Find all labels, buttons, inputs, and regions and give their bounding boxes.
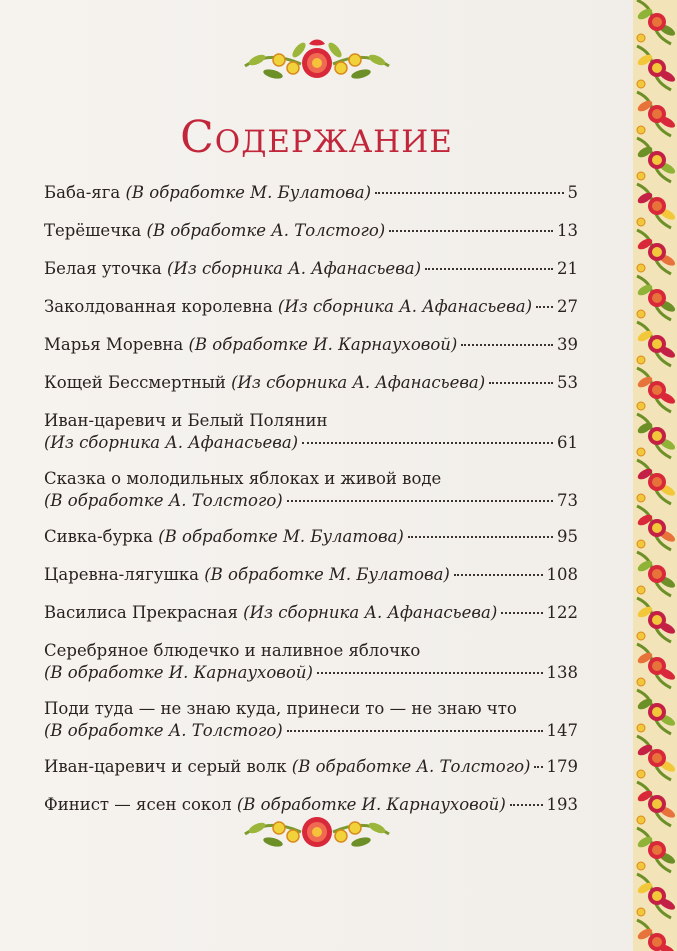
toc-page-number: 61 (557, 433, 578, 452)
toc-entry-line (44, 662, 578, 684)
toc-entry (44, 564, 578, 586)
toc-entry-line (44, 756, 578, 778)
toc-entry-title: Сказка о молодильных яблоках и живой воде (44, 469, 442, 488)
toc-page-number: 13 (557, 221, 578, 240)
toc-entry (44, 640, 578, 684)
toc-entry-title: Царевна-лягушка (44, 565, 199, 584)
toc-entry-line (44, 258, 578, 280)
toc-entry-line (44, 296, 578, 318)
toc-entry (44, 526, 578, 548)
toc-entry-title: Терёшечка (44, 221, 142, 240)
toc-entry-line (44, 220, 578, 242)
dot-leader (302, 442, 553, 444)
toc-entry-title: Поди туда — не знаю куда, принеси то — не знаю что (44, 699, 517, 718)
toc-entry-line (44, 432, 578, 454)
dot-leader (501, 612, 542, 614)
toc-entry (44, 698, 578, 742)
toc-entry-line (44, 526, 578, 548)
toc-entry (44, 296, 578, 318)
floral-ornament-icon (243, 808, 391, 860)
floral-ornament-icon (243, 36, 391, 88)
toc-entry-line (44, 720, 578, 742)
toc-page-number: 108 (546, 565, 578, 584)
toc-page-number: 122 (546, 603, 578, 622)
toc-entry-source: (В обработке А. Толстого) (44, 721, 283, 740)
toc-page-number: 39 (557, 335, 578, 354)
toc-entry (44, 468, 578, 512)
toc-entry-title: Иван-царевич и Белый Полянин (44, 411, 328, 430)
toc-entry-title: Баба-яга (44, 183, 121, 202)
toc-entry-line (44, 182, 578, 204)
toc-page-number: 27 (557, 297, 578, 316)
toc-entry-source: (Из сборника А. Афанасьева) (243, 603, 498, 622)
toc-entry-title: Иван-царевич и серый волк (44, 757, 287, 776)
toc-page-number: 73 (557, 491, 578, 510)
toc-entry (44, 334, 578, 356)
toc-entry-source: (В обработке М. Булатова) (125, 183, 372, 202)
toc-entry-title: Сивка-бурка (44, 527, 153, 546)
toc-entry-title: Финист — ясен сокол (44, 795, 232, 814)
dot-leader (536, 306, 553, 308)
toc-page-number: 5 (567, 183, 578, 202)
toc-entry-source: (Из сборника А. Афанасьева) (277, 297, 533, 316)
toc-entry-source: (В обработке М. Булатова) (158, 527, 404, 546)
toc-entry (44, 756, 578, 778)
dot-leader (534, 766, 542, 768)
dot-leader (510, 804, 543, 806)
table-of-contents (44, 182, 578, 832)
toc-entry-line (44, 602, 578, 624)
toc-page-number: 21 (557, 259, 578, 278)
dot-leader (425, 268, 553, 270)
toc-entry (44, 410, 578, 454)
toc-entry-source: (В обработке И. Карнауховой) (188, 335, 458, 354)
toc-page-number: 193 (546, 795, 578, 814)
toc-entry-source: (Из сборника А. Афанасьева) (44, 433, 299, 452)
toc-entry-title: Марья Моревна (44, 335, 184, 354)
toc-entry-line (44, 372, 578, 394)
toc-entry-line (44, 490, 578, 512)
toc-entry-source: (В обработке М. Булатова) (204, 565, 450, 584)
toc-entry (44, 602, 578, 624)
toc-entry-source: (В обработке А. Толстого) (44, 491, 283, 510)
toc-entry-source: (В обработке И. Карнауховой) (236, 795, 506, 814)
dot-leader (287, 730, 543, 732)
toc-entry-line (44, 564, 578, 586)
toc-entry-source: (В обработке А. Толстого) (146, 221, 386, 240)
dot-leader (408, 536, 553, 538)
toc-entry-title: Заколдованная королевна (44, 297, 273, 316)
toc-page-number: 138 (546, 663, 578, 682)
toc-page-number: 53 (557, 373, 578, 392)
toc-entry-source: (В обработке И. Карнауховой) (44, 663, 313, 682)
toc-entry-source: (Из сборника А. Афанасьева) (231, 373, 486, 392)
page-title: Содержание (180, 112, 453, 163)
toc-entry-title: Белая уточка (44, 259, 162, 278)
toc-page-number: 95 (557, 527, 578, 546)
dot-leader (375, 192, 563, 194)
dot-leader (461, 344, 553, 346)
toc-entry-title: Василиса Прекрасная (44, 603, 238, 622)
dot-leader (454, 574, 543, 576)
toc-entry-title: Серебряное блюдечко и наливное яблочко (44, 641, 421, 660)
toc-entry (44, 258, 578, 280)
toc-entry-source: (В обработке А. Толстого) (291, 757, 531, 776)
floral-border (633, 0, 677, 951)
dot-leader (489, 382, 553, 384)
toc-entry-line (44, 334, 578, 356)
dot-leader (389, 230, 553, 232)
toc-entry-title: Кощей Бессмертный (44, 373, 226, 392)
toc-entry (44, 372, 578, 394)
dot-leader (287, 500, 553, 502)
dot-leader (317, 672, 543, 674)
toc-entry (44, 182, 578, 204)
toc-entry (44, 220, 578, 242)
toc-entry-source: (Из сборника А. Афанасьева) (166, 259, 422, 278)
toc-page-number: 179 (546, 757, 578, 776)
toc-page-number: 147 (546, 721, 578, 740)
